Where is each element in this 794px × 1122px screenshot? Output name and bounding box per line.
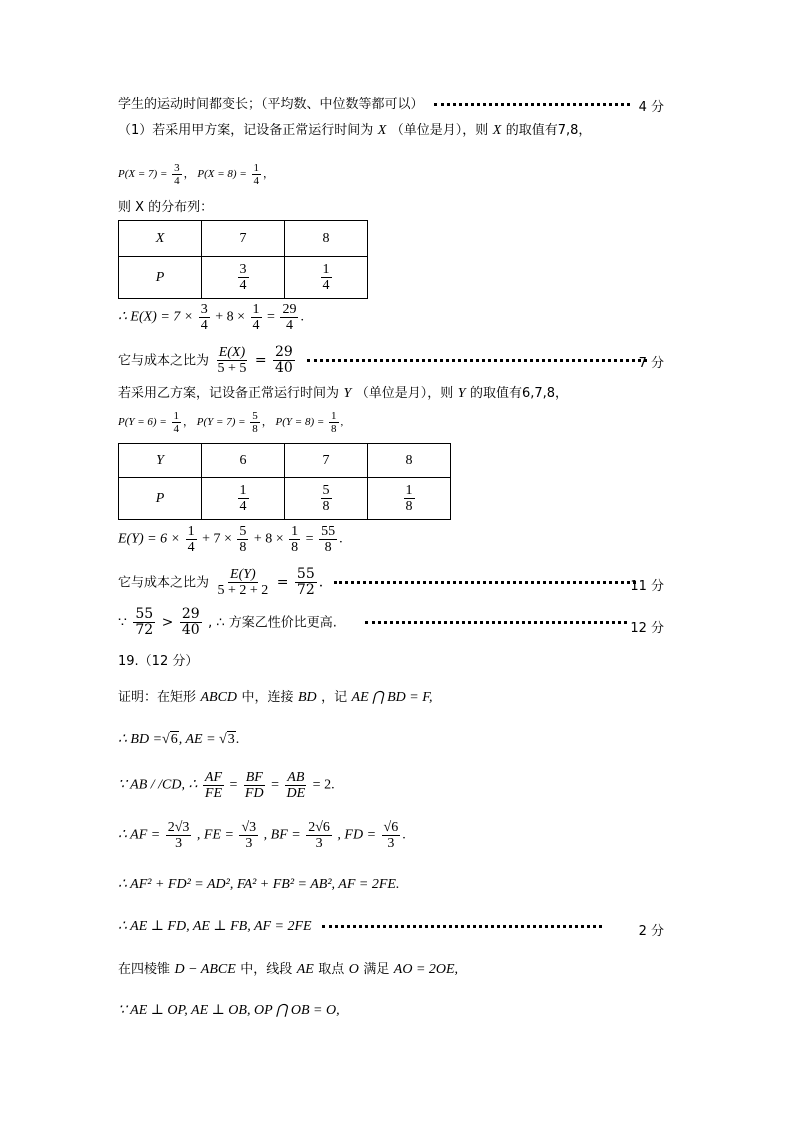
frac-den: 4 [173,423,180,435]
frac-num: √3 [241,820,257,835]
frac-den: 5 + 2 + 2 [217,583,269,598]
p3-lhs: ∴ AF = [118,827,161,843]
proof-line-6 [118,960,458,979]
px-8-label: P(X = 8) = [197,168,247,181]
frac-den: 8 [239,540,247,555]
ey-end: . [339,531,343,547]
sqrt-6: 6 [170,732,178,747]
ex-end: . [300,309,304,325]
ratio-y-text: 它与成本之比为 [118,575,210,591]
ex-lhs: ∴ E(X) = 7 × [118,309,194,325]
table-y-prob-2 [368,478,451,520]
line-y-suffix: 的取值有6,7,8， [469,386,569,401]
frac-num: 29 [181,606,200,622]
table-y-row-label: P [119,478,202,520]
pyramid-name: D − ABCE [174,962,236,977]
frac-den: 40 [275,360,293,376]
frac-den: 8 [252,423,258,435]
p3-bf: , BF = [263,827,301,843]
ex-mid: + 8 × [215,309,246,325]
frac-den: 3 [315,836,323,851]
point-o: O [348,962,359,977]
p6-mid3: 满足 [363,962,390,977]
frac-den: 40 [181,622,200,638]
ratio-y-eq: = [276,574,289,591]
var-x: X [377,123,387,138]
frac-den: 5 + 5 [217,361,247,376]
frac-num: 55 [296,566,315,582]
frac-num: 29 [282,302,297,317]
frac-den: 3 [175,836,183,851]
py-7-label: P(Y = 7) = [196,416,246,429]
p3-fe: , FE = [196,827,234,843]
table-y-header-3: 8 [368,444,451,478]
sqrt-3: 3 [227,732,235,747]
frac-den: 8 [405,499,413,514]
px-7-frac [172,162,182,187]
score-2: 2 分 [638,924,664,939]
frac-num: 29 [275,344,293,360]
frac-den: 4 [200,318,208,333]
px-line: P(X = 7) = $\frac{3}{4}$ ， P(X = 8) = $\frac{1}{4}$ ， [118,162,274,187]
ey-lhs: E(Y) = 6 × [118,531,181,547]
frac-num: √6 [383,820,399,835]
ratio-x-eq: = [254,352,267,369]
frac-den: 4 [239,499,247,514]
table-y-prob-0 [202,478,285,520]
frac-den: 8 [331,423,337,435]
segment-bd: BD [297,690,317,705]
ratio-x [118,345,653,376]
frac-den: 4 [174,175,180,187]
greater-than: > [161,614,174,631]
text-line-y [118,384,568,403]
table-x-header-0: X [119,221,202,257]
p6-mid: 中，线段 [240,962,293,977]
table-x-prob-1 [285,257,368,299]
line-y-prefix: 若采用乙方案，记设备正常运行时间为 [118,386,340,401]
compare-text: , ∴ 方案乙性价比更高. [208,615,337,631]
frac-num: 55 [321,524,336,539]
dot-leader [307,359,647,362]
ex-eq: = [267,309,275,325]
p6-text: 在四棱锥 [118,962,171,977]
dot-leader [365,621,627,624]
frac-num: 1 [291,524,299,539]
dot-leader [434,103,630,106]
frac-den: 4 [322,278,330,293]
frac-num: 5 [322,483,330,498]
frac-den: 3 [387,836,395,851]
frac-den: 4 [253,175,259,187]
frac-den: FD [244,786,264,801]
frac-num: E(X) [218,345,246,360]
proof-line-5 [118,917,608,936]
score-11: 11 分 [630,579,664,594]
frac-den: 4 [187,540,195,555]
frac-num: 1 [322,262,330,277]
frac-den: 3 [245,836,253,851]
dot-leader [334,581,636,584]
score-4: 4 分 [638,100,664,115]
segment-ae: AE [296,962,314,977]
proof-intro [118,688,433,707]
p3-end: . [402,827,406,843]
question-19-header: 19.（12 分） [118,654,199,669]
frac-num: AF [204,770,223,785]
frac-den: 8 [291,540,299,555]
expectation-y [118,524,343,555]
frac-den: DE [286,786,306,801]
table-y-header-1: 6 [202,444,285,478]
var-y: Y [343,386,352,401]
frac-num: 3 [239,262,247,277]
table-y-header-0: Y [119,444,202,478]
line2-suffix: 的取值有7,8， [505,123,592,138]
distribution-table-x [118,220,368,299]
p6-expr: AO = 2OE, [393,962,459,977]
text-line-2 [118,121,591,140]
px-7-label: P(X = 7) = [118,168,168,181]
ey-eq: = [305,531,314,547]
frac-num: 1 [405,483,413,498]
ratio-y: 它与成本之比为 $\frac{E(Y)}{5 + 2 + 2}$ = $\frac{55}{72}$ . [118,567,642,598]
frac-den: 4 [252,318,260,333]
p1-lhs: ∴ BD = [118,732,163,747]
p1-end: . [235,732,240,747]
frac-den: 8 [322,499,330,514]
p2-end: = 2. [312,777,335,793]
frac-den: 4 [239,278,247,293]
px-8-frac [252,162,262,187]
p2-lhs: ∵ AB / /CD, ∴ [118,777,198,793]
dist-intro: 则 X 的分布列： [118,200,214,215]
frac-num: 3 [200,302,208,317]
score-12: 12 分 [630,621,664,636]
line-y-mid: （单位是月），则 [355,386,454,401]
frac-num: 1 [252,302,260,317]
rect-abcd: ABCD [200,690,238,705]
p1-mid: , AE = [178,732,216,747]
frac-num: 1 [331,410,337,422]
comparison-line [118,607,633,638]
ratio-x-text: 它与成本之比为 [118,353,210,369]
proof-line-7: ∵ AE ⊥ OP, AE ⊥ OB, OP ⋂ OB = O, [118,1003,340,1018]
dot-leader [322,925,602,928]
line2-prefix: （1）若采用甲方案，记设备正常运行时间为 [118,123,374,138]
because-symbol: ∵ [118,614,127,631]
p3-fd: , FD = [337,827,377,843]
table-x-header-2: 8 [285,221,368,257]
var-x-2: X [492,123,502,138]
frac-den: 4 [285,318,293,333]
score-7: 7 分 [638,356,664,371]
frac-num: 5 [252,410,258,422]
table-y-header-2: 7 [285,444,368,478]
proof-line-4: ∴ AF² + FD² = AD², FA² + FB² = AB², AF = 2FE. [118,877,400,892]
frac-num: AB [287,770,305,785]
proof-intro-mid2: ，记 [321,690,348,705]
text-line-1 [118,95,636,114]
distribution-table-y [118,443,451,520]
p6-mid2: 取点 [318,962,345,977]
line1-text: 学生的运动时间都变长；（平均数、中位数等都可以） [118,97,424,112]
frac-num: 55 [135,606,154,622]
proof-line-2: ∵ AB / /CD, ∴ $\frac{AF}{FE}$ = $\frac{BF}{FD}$ = $\frac{AB}{DE}$ = 2. [118,770,335,801]
frac-den: 72 [135,622,154,638]
proof-intro-expr: AE ⋂ BD = F, [351,690,433,705]
frac-num: 2√6 [308,820,330,835]
frac-den: 72 [296,582,315,598]
proof-line-3 [118,820,406,851]
frac-num: E(Y) [230,567,256,582]
frac-num: 1 [187,524,195,539]
py-8-label: P(Y = 8) = [275,416,325,429]
frac-num: 1 [239,483,247,498]
table-x-prob-0 [202,257,285,299]
py-6-label: P(Y = 6) = [118,416,167,429]
table-y-prob-1 [285,478,368,520]
frac-den: 8 [324,540,332,555]
py-line: P(Y = 6) = $\frac{1}{4}$ ， P(Y = 7) = $\frac{5}{8}$ ， P(Y = 8) = $\frac{1}{8}$ , [118,410,344,435]
expectation-x [118,302,304,333]
proof-intro-mid: 中，连接 [241,690,294,705]
p5-text: ∴ AE ⊥ FD, AE ⊥ FB, AF = 2FE [118,919,312,934]
frac-num: 3 [174,162,180,174]
proof-line-1: ∴ BD =√6, AE = √3. [118,732,240,747]
table-x-header-1: 7 [202,221,285,257]
frac-num: 5 [239,524,247,539]
p2-eq: = [229,777,238,793]
frac-den: FE [204,786,223,801]
ey-m1: + 7 × [202,531,232,547]
line2-mid: （单位是月），则 [390,123,489,138]
proof-intro-text: 证明：在矩形 [118,690,197,705]
frac-num: 1 [173,410,180,422]
ey-m2: + 8 × [253,531,284,547]
var-y-2: Y [457,386,466,401]
table-x-row-label: P [119,257,202,299]
frac-num: 2√3 [167,820,190,835]
frac-num: 1 [253,162,259,174]
frac-num: BF [245,770,263,785]
